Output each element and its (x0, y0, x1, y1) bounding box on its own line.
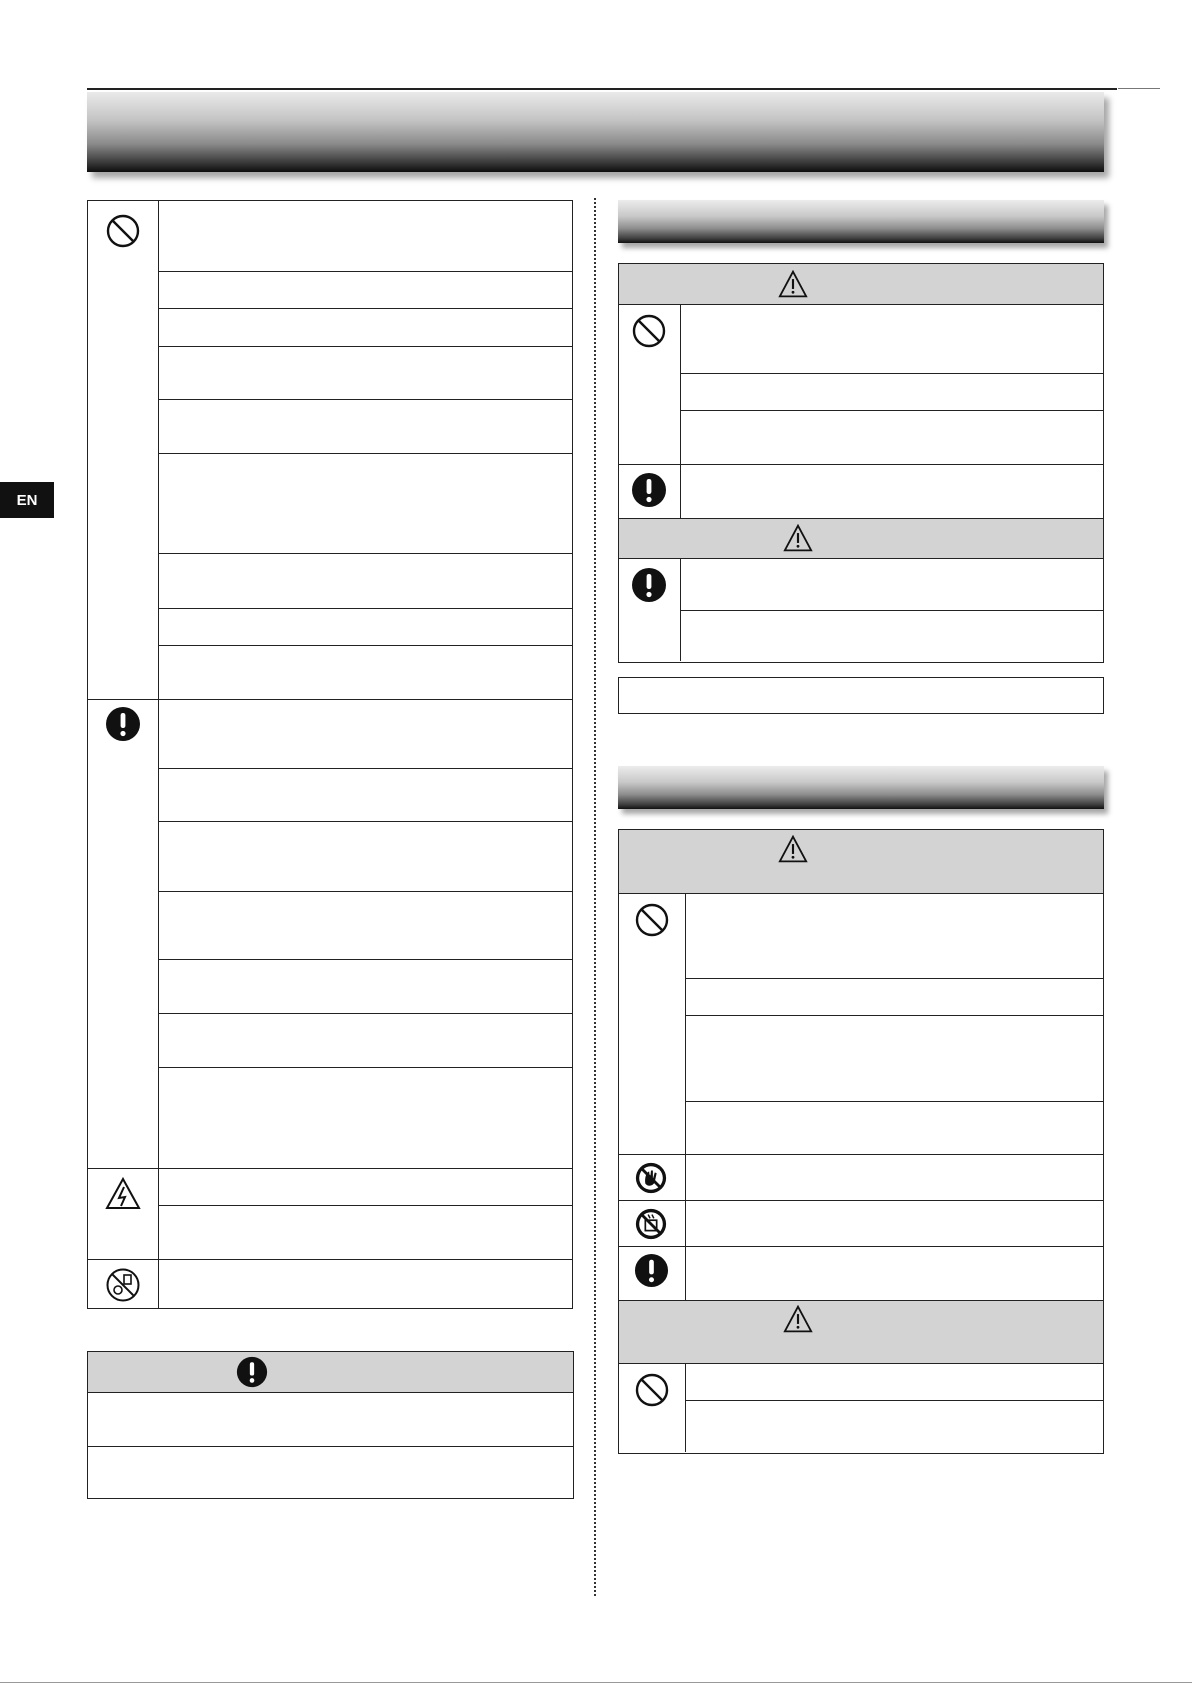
caution-header (619, 518, 1103, 559)
notice-header (88, 1352, 573, 1393)
warning-header (619, 830, 1103, 894)
group-divider (619, 1200, 1103, 1201)
row-divider (158, 453, 572, 454)
section-heading-bar (618, 766, 1104, 809)
top-rule (87, 88, 1117, 90)
group-divider (619, 1246, 1103, 1247)
prohibited-circle-icon (634, 1372, 670, 1408)
exclamation-circle-icon (631, 472, 667, 508)
row-divider (685, 978, 1103, 979)
row-divider (680, 373, 1103, 374)
row-divider (158, 346, 572, 347)
no-water-icon (105, 1267, 141, 1303)
caution-header (619, 1300, 1103, 1364)
exclamation-circle-icon (634, 1253, 669, 1288)
prohibited-circle-icon (631, 313, 667, 349)
exclamation-circle-icon (236, 1356, 268, 1388)
row-divider (158, 553, 572, 554)
row-divider (158, 308, 572, 309)
row-divider (158, 645, 572, 646)
row-divider (685, 1400, 1103, 1401)
row-divider (158, 768, 572, 769)
right-safety-table-2 (618, 829, 1104, 1454)
no-water-icon (634, 1207, 668, 1241)
row-divider (158, 1067, 572, 1068)
bottom-rule (0, 1682, 1192, 1683)
warning-triangle-icon (783, 524, 813, 552)
row-divider (88, 1446, 573, 1447)
column-divider (594, 198, 596, 1596)
row-divider (680, 610, 1103, 611)
row-divider (158, 399, 572, 400)
right-safety-table-1 (618, 263, 1104, 663)
group-divider (88, 1259, 572, 1260)
exclamation-circle-icon (631, 567, 667, 603)
no-wet-hands-icon (634, 1161, 668, 1195)
left-safety-table (87, 200, 573, 1309)
section-heading-bar (618, 200, 1104, 243)
warning-triangle-icon (778, 835, 808, 863)
group-divider (88, 699, 572, 700)
row-divider (158, 271, 572, 272)
prohibited-circle-icon (105, 213, 141, 249)
electric-shock-triangle-icon (105, 1176, 141, 1212)
top-rule-right (1118, 88, 1160, 89)
row-divider (158, 959, 572, 960)
note-box (618, 677, 1104, 714)
language-tab[interactable]: EN (0, 482, 54, 518)
left-icon-column (88, 201, 159, 1308)
group-divider (88, 1168, 572, 1169)
row-divider (158, 821, 572, 822)
row-divider (680, 410, 1103, 411)
left-notice-table (87, 1351, 574, 1499)
row-divider (158, 1205, 572, 1206)
exclamation-circle-icon (105, 706, 141, 742)
warning-header (619, 264, 1103, 305)
warning-triangle-icon (783, 1305, 813, 1333)
row-divider (158, 1013, 572, 1014)
group-divider (619, 1154, 1103, 1155)
row-divider (685, 1101, 1103, 1102)
group-divider (619, 464, 1103, 465)
warning-triangle-icon (778, 270, 808, 298)
row-divider (158, 608, 572, 609)
row-divider (158, 891, 572, 892)
row-divider (685, 1015, 1103, 1016)
prohibited-circle-icon (634, 902, 670, 938)
page-title-banner (87, 92, 1104, 172)
